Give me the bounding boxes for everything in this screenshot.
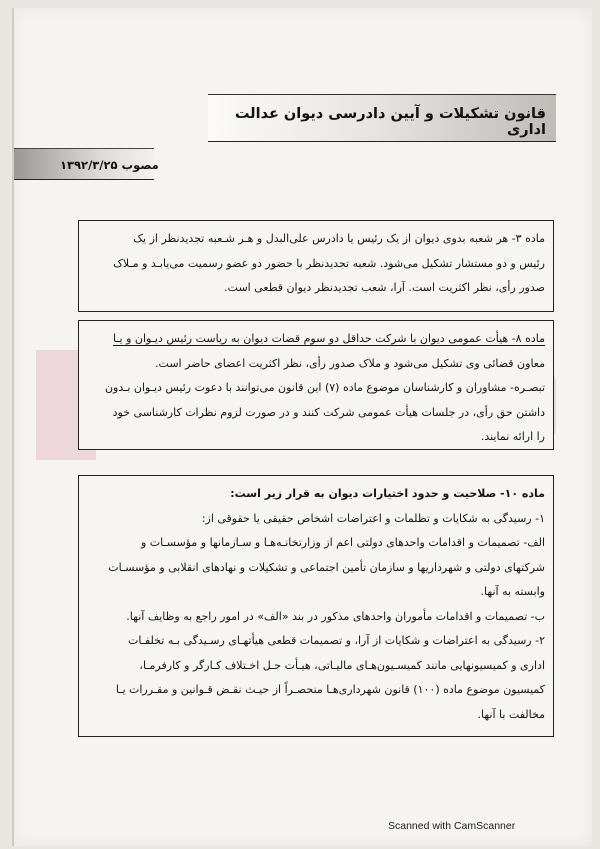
article-8-note-line-2: داشتن حق رأی، در جلسات هیأت عمومی شرکت کنند و در صورت لزوم نظرات کارشناسی خود	[112, 405, 545, 419]
article-10-box	[78, 475, 554, 737]
article-10-line-10: مخالفت با آنها.	[477, 707, 545, 721]
page-title: قانون تشکیلات و آیین دادرسی دیوان عدالت اداری	[234, 106, 546, 138]
article-8-line-1: ماده ۸- هیأت عمومی دیوان با شرکت حداقل دو سوم قضات دیوان به ریاست رئیس دیـوان و یـا	[112, 332, 545, 345]
scanner-footer: Scanned with CamScanner	[388, 820, 516, 832]
article-10-line-7: ۲- رسیدگی به اعتراضات و شکایات از آرا، و تصمیمات قطعی هیأتهـای رسـیدگی بـه تخلفـات	[128, 634, 545, 647]
article-10-line-8: اداری و کمیسیونهایی مانند کمیسـیون‌هـای مالیـاتی، هیـأت حـل اخـتلاف کـارگر و کارفرمـا،	[139, 658, 545, 672]
article-3-line-1: ماده ۳- هر شعبه بدوی دیوان از یک رئیس یا دادرس علی‌البدل و هـر شـعبه تجدیدنظر از یک	[133, 232, 545, 245]
article-10-line-2: ۱- رسیدگی به شکایات و تظلمات و اعتراضات اشخاص حقیقی یا حقوقی از:	[201, 511, 545, 525]
article-3-line-3: صدور رأی، نظر اکثریت است. آرا، شعب تجدیدنظر دیوان قطعی است.	[224, 281, 545, 294]
article-10-line-5: وابسته به آنها.	[480, 585, 545, 598]
article-3-box	[78, 220, 554, 312]
article-8-line-2: معاون قضائی وی تشکیل می‌شود و ملاک صدور رأی، نظر اکثریت اعضای حاضر است.	[155, 356, 545, 370]
page-edge	[12, 8, 14, 846]
article-8-box	[78, 320, 554, 450]
article-10-line-6: ب- تصمیمات و اقدامات مأموران واحدهای مذکور در بند «الف» در امور راجع به وظایف آنها.	[126, 609, 545, 623]
article-10-line-1: ماده ۱۰- صلاحیت و حدود اختیارات دیوان به قرار زیر است:	[230, 487, 545, 500]
article-8-note-line-1: تبصـره- مشاوران و کارشناسان موضوع ماده (۷) این قانون می‌توانند با دعوت رئیس دیـوان بـدون	[104, 381, 545, 394]
article-3-line-2: رئیس و دو مستشار تشکیل می‌شود. شعبه تجدیدنظر با حضور دو عضو رسمیت می‌یابـد و مـلاک	[113, 256, 545, 270]
article-10-line-9: کمیسیون موضوع ماده (۱۰۰) قانون شهرداری‌هـا منحصـراً از حیـث نقـض قـوانین و مقـررات یـا	[115, 683, 545, 696]
article-10-line-3: الف- تصمیمات و اقدامات واحدهای دولتی اعم از وزارتخانـه‌هـا و سـازمانها و مؤسسـات و	[140, 536, 545, 549]
title-band	[208, 94, 556, 142]
article-10-line-4: شرکتهای دولتی و شهرداریها و سازمان تأمین اجتماعی و تشکیلات و نهادهای انقلابی و مؤسسـات	[108, 560, 545, 574]
article-8-note-line-3: را ارائه نمایند.	[480, 430, 545, 443]
approval-date: مصوب ۱۳۹۲/۳/۲۵	[60, 158, 159, 172]
